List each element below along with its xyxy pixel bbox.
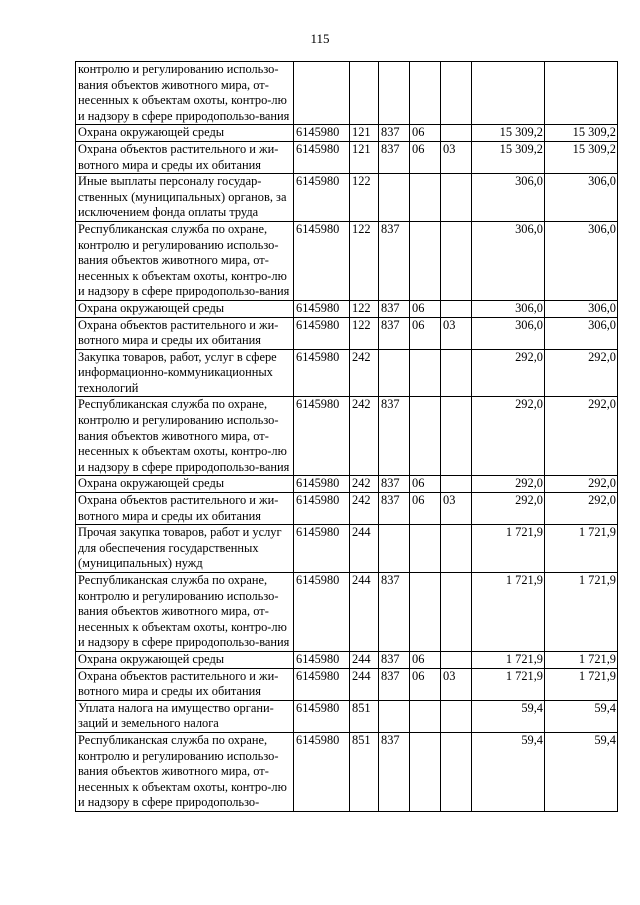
amount-year1-cell — [472, 62, 545, 125]
table-row — [76, 397, 618, 476]
amount-year2-cell: 292,0 — [545, 349, 618, 397]
expense-type-cell: 242 — [350, 349, 379, 397]
item-name-cell: Охрана объектов растительного и жи-вотного мира и среды их обитания — [76, 668, 294, 700]
target-article-cell: 6145980 — [294, 141, 350, 173]
amount-year1-cell: 1 721,9 — [472, 525, 545, 573]
amount-year1-cell: 306,0 — [472, 317, 545, 349]
amount-year2-cell — [545, 62, 618, 125]
amount-year1-cell: 292,0 — [472, 397, 545, 476]
expense-type-cell: 851 — [350, 732, 379, 811]
table-row — [76, 174, 618, 222]
amount-year2-cell: 59,4 — [545, 732, 618, 811]
amount-year2-cell: 15 309,2 — [545, 141, 618, 173]
amount-year2-cell: 306,0 — [545, 317, 618, 349]
subsection-cell: 03 — [441, 141, 472, 173]
amount-year1-cell: 1 721,9 — [472, 668, 545, 700]
amount-year1-cell: 292,0 — [472, 493, 545, 525]
subsection-cell — [441, 573, 472, 652]
table-row — [76, 732, 618, 811]
section-cell — [410, 349, 441, 397]
table-row — [76, 349, 618, 397]
expense-type-cell: 244 — [350, 668, 379, 700]
table-row — [76, 317, 618, 349]
target-article-cell: 6145980 — [294, 349, 350, 397]
target-article-cell: 6145980 — [294, 493, 350, 525]
expense-type-cell: 121 — [350, 125, 379, 142]
administrator-code-cell — [379, 525, 410, 573]
amount-year2-cell: 59,4 — [545, 700, 618, 732]
target-article-cell: 6145980 — [294, 174, 350, 222]
section-cell: 06 — [410, 300, 441, 317]
target-article-cell: 6145980 — [294, 221, 350, 300]
amount-year2-cell: 1 721,9 — [545, 651, 618, 668]
section-cell — [410, 221, 441, 300]
target-article-cell — [294, 62, 350, 125]
subsection-cell — [441, 125, 472, 142]
amount-year2-cell: 292,0 — [545, 493, 618, 525]
amount-year1-cell: 306,0 — [472, 174, 545, 222]
section-cell — [410, 174, 441, 222]
target-article-cell: 6145980 — [294, 300, 350, 317]
amount-year1-cell: 1 721,9 — [472, 573, 545, 652]
item-name-cell: контролю и регулированию использо-вания объектов животного мира, от-несенных к объектам охоты, контро-лю и надзору в сфере природопользо-вания — [76, 62, 294, 125]
table-row — [76, 141, 618, 173]
section-cell: 06 — [410, 493, 441, 525]
table-row — [76, 221, 618, 300]
amount-year1-cell: 1 721,9 — [472, 651, 545, 668]
administrator-code-cell — [379, 349, 410, 397]
administrator-code-cell: 837 — [379, 493, 410, 525]
expense-type-cell: 244 — [350, 651, 379, 668]
subsection-cell — [441, 732, 472, 811]
table-row — [76, 651, 618, 668]
table-row — [76, 700, 618, 732]
item-name-cell: Иные выплаты персоналу государ-ственных (муниципальных) органов, за исключением фонда оплаты труда — [76, 174, 294, 222]
item-name-cell: Республиканская служба по охране, контролю и регулированию использо-вания объектов животного мира, от-несенных к объектам охоты, контро-лю и надзору в сфере природопользо-вания — [76, 573, 294, 652]
administrator-code-cell: 837 — [379, 125, 410, 142]
amount-year1-cell: 15 309,2 — [472, 125, 545, 142]
subsection-cell: 03 — [441, 317, 472, 349]
item-name-cell: Охрана объектов растительного и жи-вотного мира и среды их обитания — [76, 141, 294, 173]
expense-type-cell: 122 — [350, 317, 379, 349]
expense-type-cell: 242 — [350, 397, 379, 476]
amount-year2-cell: 1 721,9 — [545, 573, 618, 652]
item-name-cell: Республиканская служба по охране, контролю и регулированию использо-вания объектов животного мира, от-несенных к объектам охоты, контро-лю и надзору в сфере природопользо-вания — [76, 221, 294, 300]
administrator-code-cell — [379, 62, 410, 125]
section-cell: 06 — [410, 476, 441, 493]
section-cell — [410, 732, 441, 811]
amount-year2-cell: 1 721,9 — [545, 668, 618, 700]
item-name-cell: Охрана окружающей среды — [76, 651, 294, 668]
target-article-cell: 6145980 — [294, 732, 350, 811]
amount-year1-cell: 59,4 — [472, 732, 545, 811]
subsection-cell — [441, 700, 472, 732]
amount-year2-cell: 306,0 — [545, 174, 618, 222]
table-row — [76, 125, 618, 142]
item-name-cell: Уплата налога на имущество органи-заций и земельного налога — [76, 700, 294, 732]
administrator-code-cell: 837 — [379, 732, 410, 811]
page-number: 115 — [310, 31, 330, 46]
section-cell — [410, 62, 441, 125]
amount-year1-cell: 306,0 — [472, 221, 545, 300]
expense-type-cell: 242 — [350, 493, 379, 525]
amount-year2-cell: 292,0 — [545, 397, 618, 476]
subsection-cell — [441, 349, 472, 397]
amount-year2-cell: 15 309,2 — [545, 125, 618, 142]
item-name-cell: Охрана окружающей среды — [76, 125, 294, 142]
amount-year1-cell: 292,0 — [472, 476, 545, 493]
expense-type-cell: 242 — [350, 476, 379, 493]
section-cell: 06 — [410, 125, 441, 142]
administrator-code-cell — [379, 174, 410, 222]
expense-type-cell: 122 — [350, 174, 379, 222]
section-cell: 06 — [410, 317, 441, 349]
budget-table — [75, 61, 618, 812]
section-cell: 06 — [410, 668, 441, 700]
expense-type-cell: 851 — [350, 700, 379, 732]
subsection-cell — [441, 476, 472, 493]
table-row — [76, 493, 618, 525]
target-article-cell: 6145980 — [294, 668, 350, 700]
target-article-cell: 6145980 — [294, 476, 350, 493]
target-article-cell: 6145980 — [294, 125, 350, 142]
expense-type-cell — [350, 62, 379, 125]
item-name-cell: Охрана объектов растительного и жи-вотного мира и среды их обитания — [76, 317, 294, 349]
subsection-cell — [441, 300, 472, 317]
section-cell — [410, 397, 441, 476]
administrator-code-cell: 837 — [379, 317, 410, 349]
section-cell: 06 — [410, 651, 441, 668]
administrator-code-cell: 837 — [379, 397, 410, 476]
budget-table-body — [76, 62, 618, 812]
administrator-code-cell: 837 — [379, 221, 410, 300]
administrator-code-cell: 837 — [379, 668, 410, 700]
target-article-cell: 6145980 — [294, 700, 350, 732]
expense-type-cell: 122 — [350, 221, 379, 300]
amount-year2-cell: 306,0 — [545, 221, 618, 300]
expense-type-cell: 244 — [350, 573, 379, 652]
subsection-cell — [441, 174, 472, 222]
subsection-cell — [441, 525, 472, 573]
table-row — [76, 525, 618, 573]
amount-year1-cell: 15 309,2 — [472, 141, 545, 173]
amount-year2-cell: 292,0 — [545, 476, 618, 493]
subsection-cell — [441, 221, 472, 300]
amount-year2-cell: 1 721,9 — [545, 525, 618, 573]
subsection-cell: 03 — [441, 668, 472, 700]
amount-year1-cell: 59,4 — [472, 700, 545, 732]
target-article-cell: 6145980 — [294, 651, 350, 668]
subsection-cell — [441, 62, 472, 125]
administrator-code-cell: 837 — [379, 573, 410, 652]
section-cell: 06 — [410, 141, 441, 173]
table-row — [76, 573, 618, 652]
target-article-cell: 6145980 — [294, 573, 350, 652]
section-cell — [410, 573, 441, 652]
target-article-cell: 6145980 — [294, 317, 350, 349]
section-cell — [410, 525, 441, 573]
subsection-cell — [441, 397, 472, 476]
item-name-cell: Охрана окружающей среды — [76, 476, 294, 493]
administrator-code-cell: 837 — [379, 300, 410, 317]
target-article-cell: 6145980 — [294, 397, 350, 476]
amount-year2-cell: 306,0 — [545, 300, 618, 317]
target-article-cell: 6145980 — [294, 525, 350, 573]
administrator-code-cell: 837 — [379, 141, 410, 173]
item-name-cell: Охрана окружающей среды — [76, 300, 294, 317]
expense-type-cell: 244 — [350, 525, 379, 573]
item-name-cell: Республиканская служба по охране, контролю и регулированию использо-вания объектов животного мира, от-несенных к объектам охоты, контро-лю и надзору в сфере природопользо-вания — [76, 397, 294, 476]
item-name-cell: Охрана объектов растительного и жи-вотного мира и среды их обитания — [76, 493, 294, 525]
administrator-code-cell — [379, 700, 410, 732]
amount-year1-cell: 292,0 — [472, 349, 545, 397]
amount-year1-cell: 306,0 — [472, 300, 545, 317]
item-name-cell: Прочая закупка товаров, работ и услуг для обеспечения государственных (муниципальных) нужд — [76, 525, 294, 573]
administrator-code-cell: 837 — [379, 651, 410, 668]
expense-type-cell: 121 — [350, 141, 379, 173]
subsection-cell: 03 — [441, 493, 472, 525]
item-name-cell: Закупка товаров, работ, услуг в сфере информационно-коммуникационных технологий — [76, 349, 294, 397]
subsection-cell — [441, 651, 472, 668]
table-row — [76, 668, 618, 700]
table-row — [76, 300, 618, 317]
administrator-code-cell: 837 — [379, 476, 410, 493]
expense-type-cell: 122 — [350, 300, 379, 317]
table-row — [76, 62, 618, 125]
table-row — [76, 476, 618, 493]
item-name-cell: Республиканская служба по охране, контролю и регулированию использо-вания объектов животного мира, от-несенных к объектам охоты, контро-лю и надзору в сфере природопользо- — [76, 732, 294, 811]
section-cell — [410, 700, 441, 732]
